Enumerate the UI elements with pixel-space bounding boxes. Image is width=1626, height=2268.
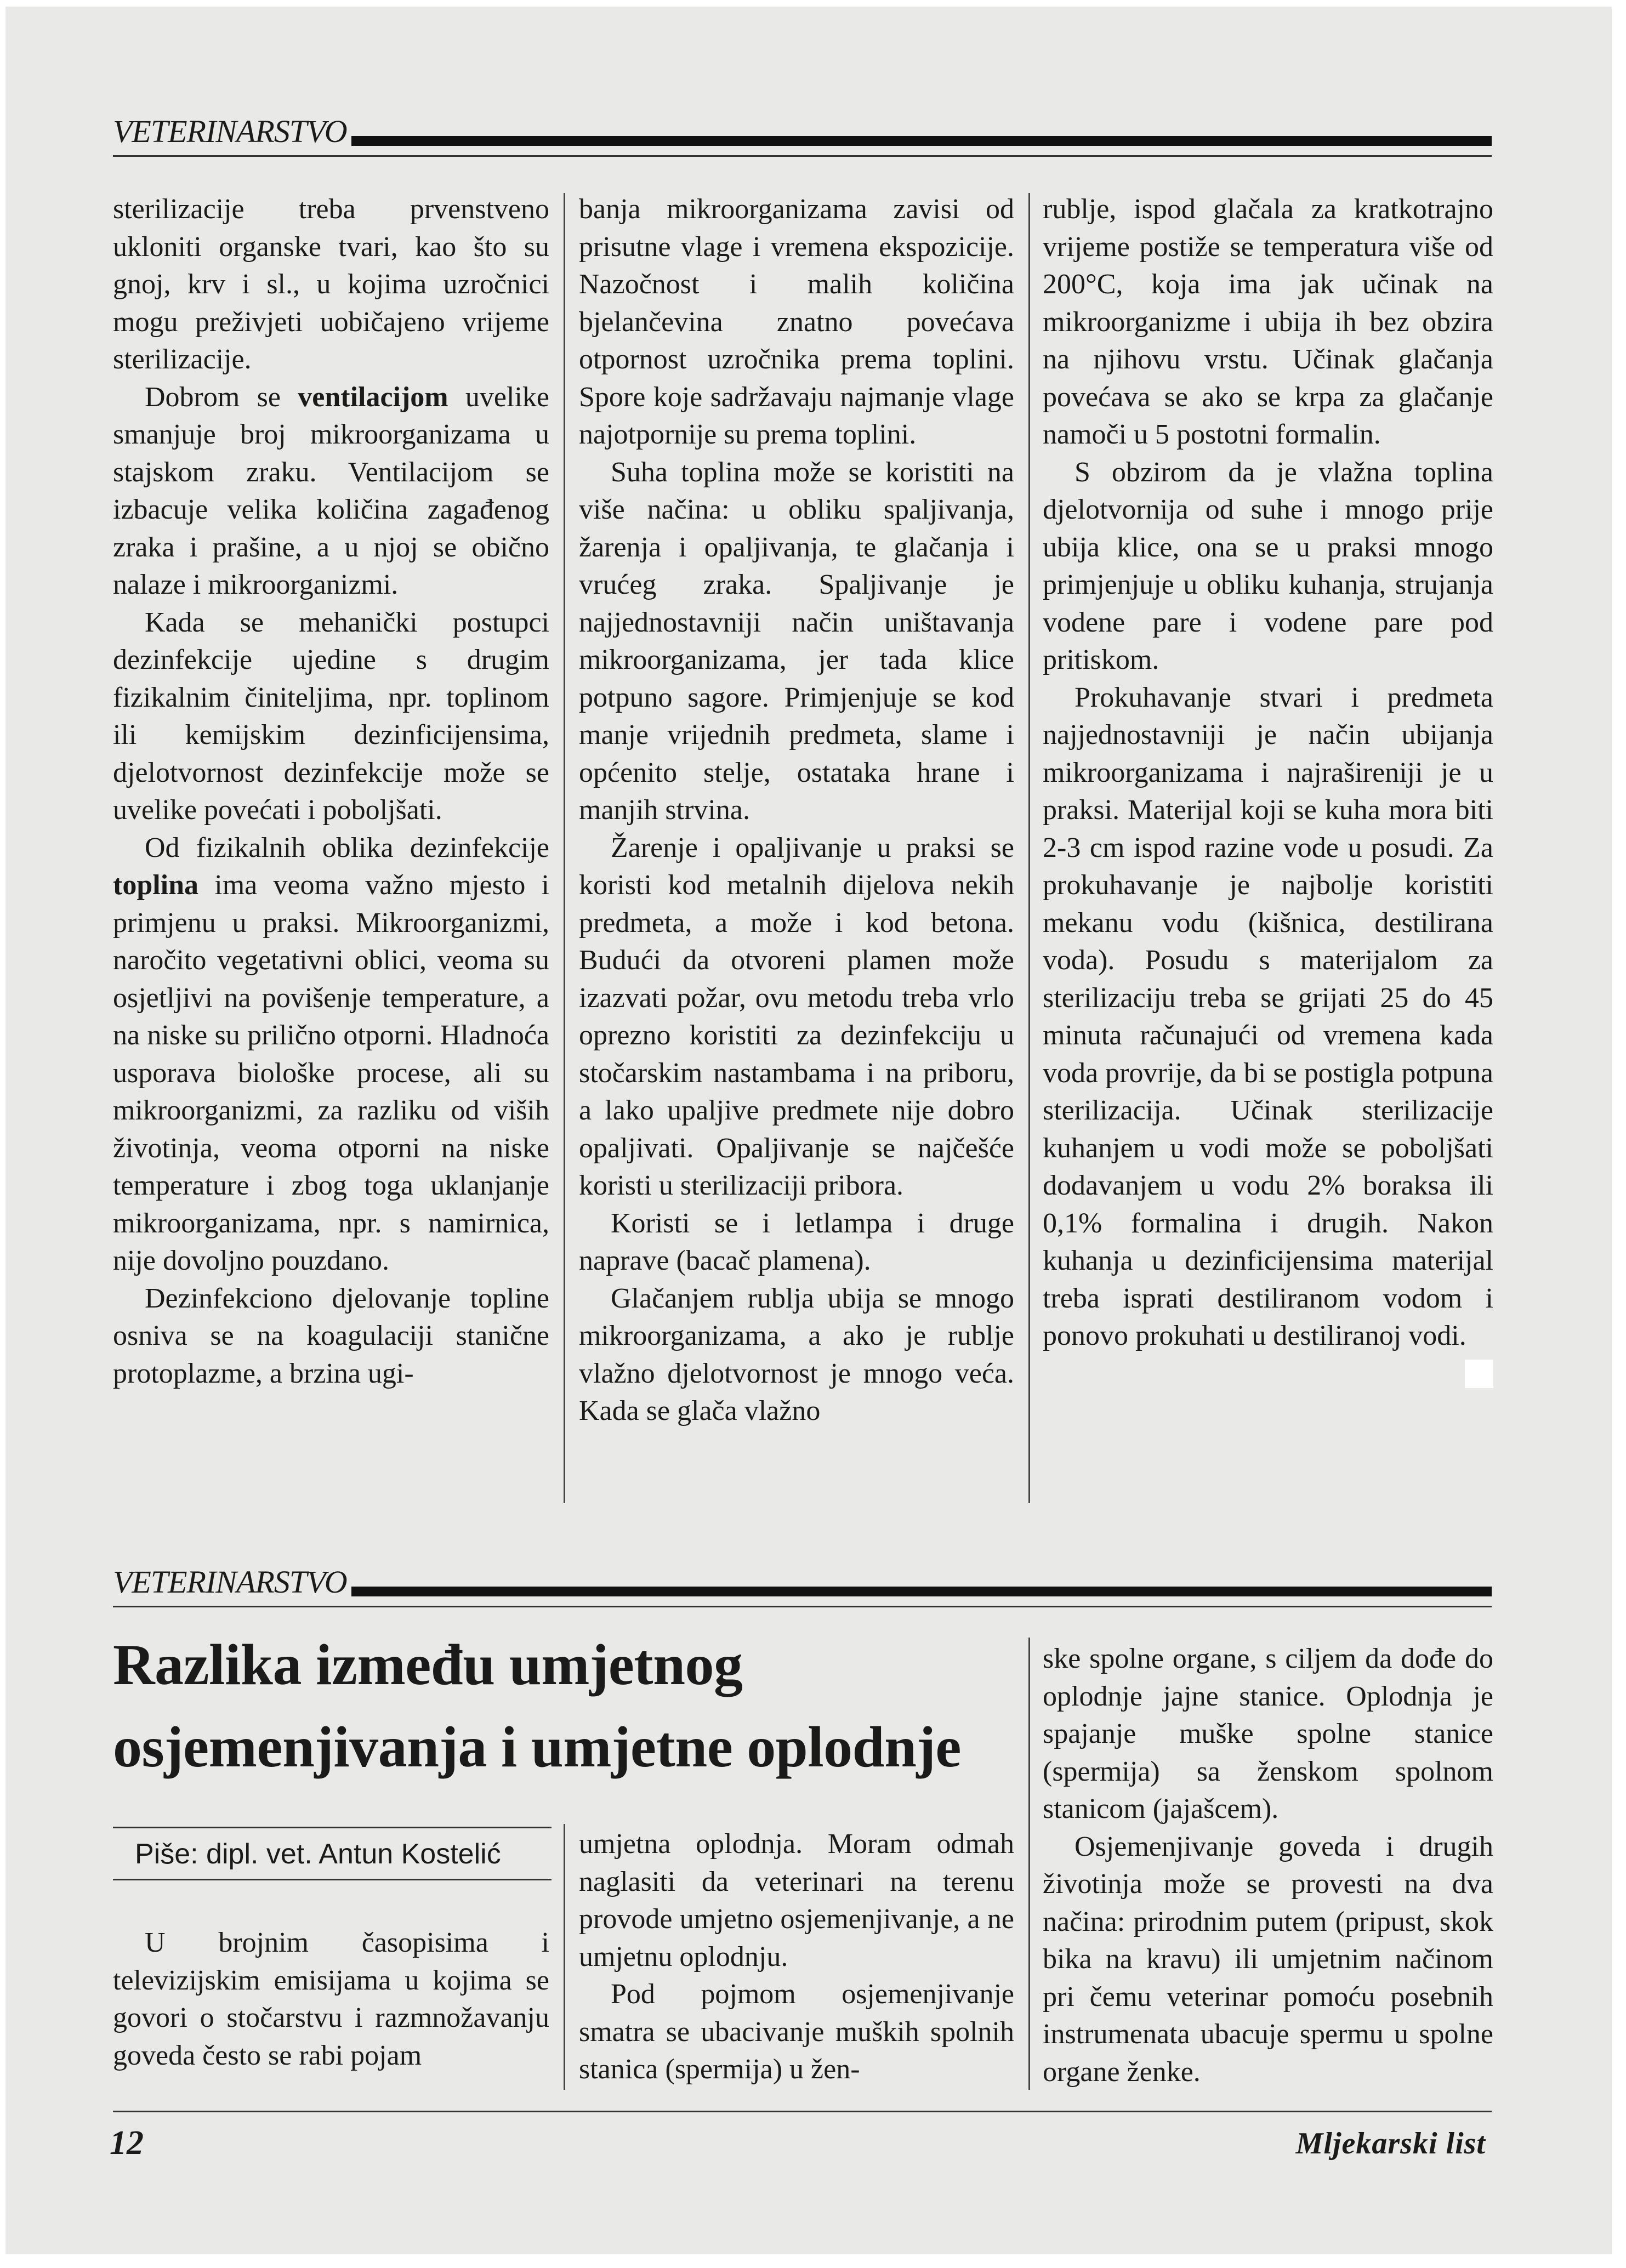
text-run: Dezinfekciono djelovanje topline osniva se na koagulaciji stanične protoplazme, a brzina ugi-	[113, 1282, 549, 1389]
section-label: VETERINARSTVO	[113, 1565, 351, 1600]
article1-column-1	[113, 191, 549, 1392]
paragraph	[113, 1280, 549, 1393]
bold-term: ventilacijom	[298, 381, 448, 413]
text-run: Suha toplina može se koristiti na više načina: u obliku spaljivanja, žarenja i opaljivanja, te glačanja i vrućeg zraka. Spaljivanje je najjednostavniji način uništavanja mikroorganizama, jer tada klice potpuno sagore. Primjenjuje se kod manje vrijednih predmeta, slame i općenito stelje, ostataka hrane i manjih strvina.	[579, 456, 1014, 826]
paragraph	[1043, 1828, 1493, 2091]
magazine-page	[5, 7, 1612, 2254]
paragraph	[113, 1924, 549, 2074]
text-run: Koristi se i letlampa i druge naprave (bacač plamena).	[579, 1207, 1014, 1276]
paragraph	[113, 191, 549, 379]
article2-column-2	[579, 1826, 1014, 2089]
author-top-rule	[113, 1827, 552, 1828]
paragraph	[1043, 454, 1493, 679]
paragraph	[579, 1976, 1014, 2089]
paragraph	[579, 454, 1014, 829]
paragraph	[1043, 1640, 1493, 1828]
text-run: uvelike smanjuje broj mikroorganizama u stajskom zraku. Ventilacijom se izbacuje velika količina zagađenog zraka i prašine, a u njoj se obično nalaze i mikroorganizmi.	[113, 381, 549, 600]
paragraph	[113, 379, 549, 604]
column-divider	[564, 193, 565, 1503]
paragraph	[579, 829, 1014, 1205]
column-divider	[1028, 193, 1030, 1503]
paragraph	[1043, 191, 1493, 454]
text-run: banja mikroorganizama zavisi od prisutne vlage i vremena ekspozicije. Nazočnost i malih količina bjelančevina znatno povećava otpornost uzročnika prema toplini. Spore koje sadržavaju najmanje vlage najotpornije su prema toplini.	[579, 194, 1014, 450]
column-divider	[1028, 1638, 1030, 2090]
paragraph	[113, 829, 549, 1280]
text-run: rublje, ispod glačala za kratkotrajno vrijeme postiže se temperatura više od 200°C, koja ima jak učinak na mikroorganizme i ubija ih bez obzira na njihovu vrstu. Učinak glačanja povećava se ako se krpa za glačanje namoči u 5 postotni formalin.	[1043, 194, 1493, 450]
header-thin-rule	[113, 1606, 1492, 1607]
article2-column-1	[113, 1924, 549, 2074]
paragraph	[579, 1280, 1014, 1430]
header-thin-rule	[113, 155, 1492, 157]
text-run: Pod pojmom osjemenjivanje smatra se ubacivanje muških spolnih stanica (spermija) u žen-	[579, 1979, 1014, 2085]
article1-column-2	[579, 191, 1014, 1430]
text-run: Dobrom se	[145, 381, 298, 413]
text-run: sterilizacije treba prvenstveno ukloniti organske tvari, kao što su gnoj, krv i sl., u kojima uzročnici mogu preživjeti uobičajeno vrijeme sterilizacije.	[113, 194, 549, 375]
section-header-bottom	[113, 1565, 1492, 1600]
text-run: U brojnim časopisima i televizijskim emisijama u kojima se govori o stočarstvu i razmnožavanju goveda često se rabi pojam	[113, 1927, 549, 2071]
footer-rule	[113, 2111, 1492, 2112]
section-label: VETERINARSTVO	[113, 114, 351, 149]
author-bottom-rule	[113, 1879, 552, 1880]
text-run: umjetna oplodnja. Moram odmah naglasiti da veterinari na terenu provode umjetno osjemenjivanje, a ne umjetnu oplodnju.	[579, 1828, 1014, 1973]
text-run: ima veoma važno mjesto i primjenu u praksi. Mikroorganizmi, naročito vegetativni oblici, veoma su osjetljivi na povišenje temperature, a na niske su prilično otporni. Hladnoća usporava biološke procese, ali su mikroorganizmi, za razliku od viših životinja, veoma otporni na niske temperature i zbog toga uklanjanje mikroorganizama, npr. s namirnica, nije dovoljno pouzdano.	[113, 869, 549, 1276]
paragraph	[113, 604, 549, 829]
end-of-article-mark	[1465, 1360, 1493, 1388]
paragraph	[579, 191, 1014, 454]
text-run: Od fizikalnih oblika dezinfekcije	[145, 832, 549, 863]
text-run: Prokuhavanje stvari i predmeta najjednostavniji je način ubijanja mikroorganizama i najrašireniji je u praksi. Materijal koji se kuha mora biti 2-3 cm ispod razine vode u posudi. Za prokuhavanje je najbolje koristiti mekanu vodu (kišnica, destilirana voda). Posudu s materijalom za sterilizaciju treba se grijati 25 do 45 minuta računajući od vremena kada voda provrije, da bi se postigla potpuna sterilizacija. Učinak sterilizacije kuhanjem u vodi može se poboljšati dodavanjem u vodu 2% boraksa ili 0,1% formalina i drugih. Nakon kuhanja u dezinficijensima materijal treba isprati destiliranom vodom i ponovo prokuhati u destiliranoj vodi.	[1043, 681, 1493, 1351]
text-run: ske spolne organe, s ciljem da dođe do oplodnje jajne stanice. Oplodnja je spajanje muške spolne stanice (spermija) sa ženskom spolnom stanicom (jajašcem).	[1043, 1643, 1493, 1824]
article1-column-3	[1043, 191, 1493, 1388]
text-run: Žarenje i opaljivanje u praksi se koristi kod metalnih dijelova nekih predmeta, a može i kod betona. Budući da otvoreni plamen može izazvati požar, ovu metodu treba vrlo oprezno koristiti za dezinfekciju u stočarskim nastambama i na priboru, a lako upaljive predmete nije dobro opaljivati. Opaljivanje se najčešće koristi u sterilizaciji pribora.	[579, 832, 1014, 1201]
bold-term: toplina	[113, 869, 199, 901]
column-divider	[564, 1824, 565, 2090]
text-run: Osjemenjivanje goveda i drugih životinja može se provesti na dva načina: prirodnim putem (pripust, skok bika na kravu) ili umjetnim načinom pri čemu veterinar pomoću posebnih instrumenata ubacuje spermu u spolne organe ženke.	[1043, 1831, 1493, 2088]
article2-column-3	[1043, 1640, 1493, 2091]
text-run: Glačanjem rublja ubija se mnogo mikroorganizama, a ako je rublje vlažno djelotvornost je mnogo veća. Kada se glača vlažno	[579, 1282, 1014, 1426]
page-number: 12	[110, 2124, 144, 2162]
text-run: Kada se mehanički postupci dezinfekcije ujedine s drugim fizikalnim činiteljima, npr. toplinom ili kemijskim dezinficijensima, djelotvornost dezinfekcije može se uvelike povećati i poboljšati.	[113, 606, 549, 826]
paragraph	[579, 1205, 1014, 1280]
paragraph	[1043, 679, 1493, 1355]
section-header-top	[113, 114, 1492, 149]
publication-name: Mljekarski list	[1295, 2127, 1486, 2161]
text-run: S obzirom da je vlažna toplina djelotvornija od suhe i mnogo prije ubija klice, ona se u praksi mnogo primjenjuje u obliku kuhanja, strujanja vodene pare i vodene pare pod pritiskom.	[1043, 456, 1493, 675]
article-title	[113, 1624, 1012, 1788]
paragraph	[579, 1826, 1014, 1976]
title-line-1: Razlika između umjetnog	[113, 1633, 743, 1697]
title-line-2: osjemenjivanja i umjetne oplodnje	[113, 1715, 961, 1779]
author-byline: Piše: dipl. vet. Antun Kostelić	[135, 1838, 501, 1870]
